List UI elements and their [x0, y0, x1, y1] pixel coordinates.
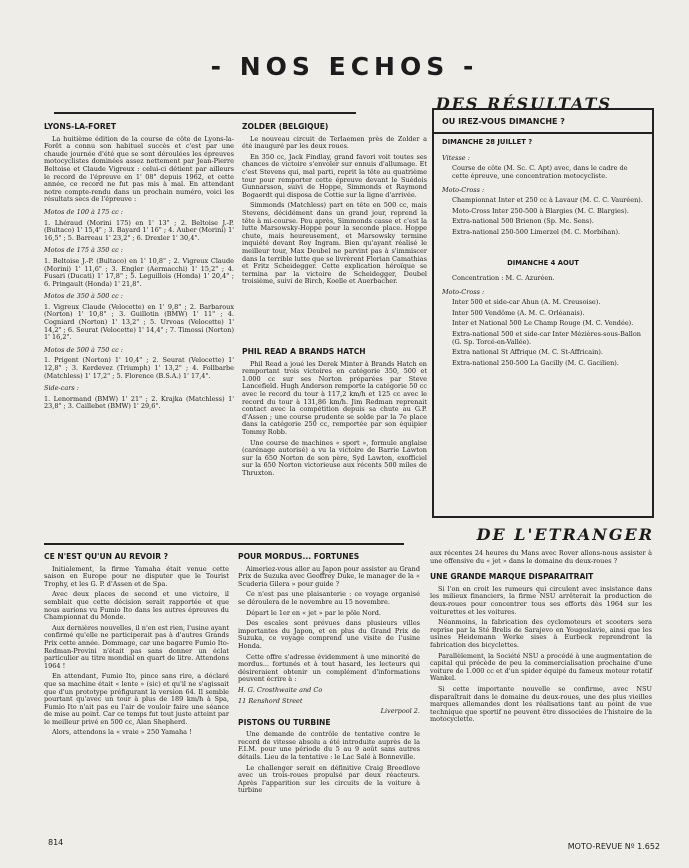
article-paragraph: En 350 cc, Jack Findlay, grand favori voit toutes ses chances de victoire s'envoler sur ennuis d'allumage. Et c'est Stevens qui, mal parti, reprit la tête au quatrième tour pour remporter cette épreuve devant le Suédois Gunnarsson, suivi de Hoppe, Simmonds et Raymond Bogaerdt qui disposa de Cottie sur la ligne d'arrivée.: [242, 152, 427, 199]
article-heading: LYONS-LA-FORET: [44, 122, 117, 131]
event-item: Extra-national 500 et side-car Inter Mézières-sous-Ballon (G. Sp. Torcé-en-Vallée).: [452, 329, 641, 346]
results-class-label: Motos de 175 à 350 cc :: [44, 246, 123, 255]
event-item: Extra-national 250-500 Limerzel (M. C. Morbihan).: [452, 227, 621, 236]
article-paragraph: Une course de machines « sport », formule anglaise (carénage autorisé) a vu la victoire de Barrie Lawton sur la 650 Norton de son père, Syd Lawton, exofficiel sur la 650 Norton victorieuse aux récents 500 miles de Thruxton.: [242, 438, 427, 477]
box-rule: [434, 132, 652, 134]
article-zolder: [242, 120, 427, 289]
results-class-label: Motos de 100 à 175 cc :: [44, 207, 123, 216]
event-category: Vitesse :: [442, 154, 470, 162]
article-paragraph: Aimeriez-vous aller au Japon pour assister au Grand Prix de Suzuka avec Geoffrey Duke, le manager de la « Scuderia Gilera » pour guide ?: [238, 564, 420, 588]
article-paragraph: Si l'on en croit les rumeurs qui circulent avec insistance dans les milieux financiers, la firme NSU arrêterait la production de deux-roues pour concentrer tous ses efforts dès 1964 sur les voiturettes et les voitures.: [430, 584, 652, 616]
article-paragraph: Parallèlement, la Société NSU a procédé à une augmentation de capital qui précède de peu la commercialisation prochaine d'une voiture de 1.000 cc et d'un spider équipé du fameux moteur rotatif Wankel.: [430, 651, 652, 683]
event-category: Moto-Cross :: [442, 186, 485, 195]
results-class-label: Motos de 500 à 750 cc :: [44, 345, 123, 354]
event-item: Inter et National 500 Le Champ Rouge (M. C. Vendée).: [452, 319, 634, 328]
page-title: - NOS ECHOS -: [210, 52, 479, 81]
article-heading: ZOLDER (BELGIQUE): [242, 122, 329, 131]
results-class-label: Side-cars :: [44, 384, 79, 393]
article-paragraph: Ce n'est pas une plaisanterie : ce voyage organisé se déroulera de le novembre au 15 novembre.: [238, 590, 420, 606]
event-item: Extra-national 250-500 La Gacilly (M. C. Gacilien).: [452, 358, 619, 367]
article-lyons: [44, 120, 234, 414]
section-rule: [44, 543, 404, 545]
article-paragraph: Si cette importante nouvelle se confirme, avec NSU disparaîtrait dans le domaine du deux-roues, une des plus vieilles marques allemandes dont les réalisations tant au point de vue technique que sportif ne peuvent être dissociées de l'histoire de la motocyclette.: [430, 684, 652, 724]
article-paragraph: Cette offre s'adresse évidemment à une minorité de mordus... fortunés et à tout hasard, les lecteurs qui désireraient obtenir un complément d'informations peuvent écrire à :: [238, 652, 420, 684]
article-yamaha: [44, 550, 229, 740]
article-paragraph: La huitième édition de la course de côte de Lyons-la-Forêt a connu son habituel succès et c'est par une chaude journée d'été que se sont déroulées les épreuves motocyclistes dominées assez nettement par Jean-Pierre Beltoise et Claude Vigreux : celui-ci détient par ailleurs le record de l'épreuve en 1' 08" depuis 1962, et cette année, ce record ne fut pas mis à mal. En attendant notre compte-rendu dans un prochain numéro, voici les résultats secs de l'épreuve :: [44, 134, 234, 204]
address-line: H. G. Crosthwaite and Co: [238, 685, 323, 694]
event-date: DIMANCHE 28 JUILLET ?: [442, 138, 533, 146]
section-heading-abroad: DE L'ETRANGER: [476, 525, 654, 544]
article-nsu: [430, 550, 652, 727]
event-item: Moto-Cross Inter 250-500 à Blargies (M. C. Blargies).: [452, 206, 629, 215]
event-item: Inter 500 Vendôme (A. M. C. Orléanais).: [452, 308, 585, 317]
section-heading-results: DES RÉSULTATS: [435, 94, 612, 113]
section-rule: [54, 112, 356, 114]
article-paragraph: Alors, attendons la « vraie » 250 Yamaha !: [52, 728, 192, 737]
event-item: Championnat Inter et 250 cc à Lavaur (M. C. C. Vauréen).: [452, 196, 643, 205]
article-mordus: [238, 550, 420, 798]
results-class-text: 1. Prigent (Norton) 1' 10,4" ; 2. Seurat (Velocette) 1' 12,8" ; 3. Kerdevez (Triumph) 1' 13,2" ; 4. Follbarbe (Matchless) 1' 17,2" ; 5. Florence (B.S.A.) 1' 17,4".: [44, 356, 234, 380]
event-date: DIMANCHE 4 AOUT: [507, 258, 579, 267]
article-paragraph: Initialement, la firme Yamaha était venue cette saison en Europe pour ne disputer que le Tourist Trophy, et les G. P. d'Assen et de Spa.: [44, 564, 229, 588]
article-paragraph: En attendant, Fumio Ito, pince sans rire, a déclaré que sa machine était « lente » (sic) et qu'il ne s'agissait que d'un prototype préfigurant la version 64. Il semble pourtant qu'avec un tour à plus de 189 km/h à Spa, Fumio Ito n'ait pas eu l'air de vouloir faire une séance de mise au point. Car ce temps fut tout juste atteint par le meilleur privé en 500 cc, Alan Shepherd.: [44, 672, 229, 726]
article-heading: PISTONS OU TURBINE: [238, 717, 331, 727]
address-line: Liverpool 2.: [380, 707, 420, 716]
event-item: Extra-national 500 Brienon (Sp. Mc. Sens).: [452, 217, 594, 226]
article-paragraph: aux récentes 24 heures du Mans avec Rover allons-nous assister à une offensive du « jet » dans le domaine du deux-roues ?: [430, 549, 652, 565]
results-class-label: Motos de 350 à 500 cc :: [44, 292, 123, 301]
event-item: Concentration : M. C. Azuréen.: [452, 273, 555, 282]
address-line: 11 Renshord Street: [238, 696, 303, 705]
results-class-text: 1. Lhéraud (Morini 175) en 1' 13" ; 2. Beltoise J.-P. (Bultaco) 1' 15,4" ; 3. Bayard 1' 16" ; 4. Auber (Morini) 1' 16,5" ; 5. Barreau 1' 23,2" ; 6. Drexler 1' 30,4".: [44, 218, 234, 242]
article-phil-read: [242, 345, 427, 481]
article-paragraph: Départ le 1er en « jet » par le pôle Nord.: [246, 608, 381, 617]
article-heading: POUR MORDUS... FORTUNES: [238, 552, 360, 561]
results-class-text: 1. Beltoise J.-P. (Bultaco) en 1' 10,8" ; 2. Vigreux Claude (Morini) 1' 11,6" ; 3. Engler (Aermacchi) 1' 15,2" ; 4. Fusari (Ducati) 1' 17,8" ; 5. Leguillois (Honda) 1' 20,4" ; 6. Pringault (Honda) 1' 21,8".: [44, 256, 234, 288]
article-paragraph: Avec deux places de second et une victoire, il semblait que cette décision serait rapportée et que nous aurions vu Fumio Ito dans les autres épreuves du Championnat du Monde.: [44, 590, 229, 622]
article-heading: CE N'EST QU'UN AU REVOIR ?: [44, 552, 169, 561]
article-paragraph: Des escales sont prévues dans plusieurs villes importantes du Japon, et en plus du Grand Prix de Suzuka, ce voyage comprend une visite de l'usine Honda.: [238, 619, 420, 650]
article-paragraph: Néanmoins, la fabrication des cyclomoteurs et scooters sera reprise par la Sté Brelis de Sarajevo en Yougoslavie, ainsi que les usines Heidemann Werke sises à Eurbeck reprendront la fabrication des bicyclettes.: [430, 618, 652, 649]
page-number: 814: [48, 838, 64, 847]
event-category: Moto-Cross :: [442, 288, 485, 297]
article-paragraph: Le challenger serait en définitive Craig Breedlove avec un trois-roues propulsé par deux réacteurs. Après l'apparition sur les circuits de la voiture à turbine: [238, 763, 420, 795]
event-item: Extra national St Affrique (M. C. St-Affricain).: [452, 348, 603, 357]
magazine-name: MOTO-REVUE Nº 1.652: [567, 842, 660, 851]
article-paragraph: Simmonds (Matchless) part en tête en 500 cc, mais Stevens, décidément dans un grand jour, reprend la tête à mi-course. Peu après, Simmonds casse et c'est la lutte Marsowsky-Hoppe pour la seconde place. Hoppe chute, mais heureusement, et Marsowsky termine inquiété devant Roy Ingram. Bien qu'ayant réalisé le meilleur tour, Max Deubel ne parvint pas à s'immiscer dans la terrible lutte que se livrèrent Florian Camathias et Fritz Scheidegger. Cette explication héroïque se termina par la victoire de Scheidegger, Deubel troisième, suivi de Birch, Koelle et Auerbacher.: [242, 201, 427, 286]
article-paragraph: Le nouveau circuit de Terlaemen près de Zolder a été inauguré par les deux roues.: [242, 134, 427, 151]
article-paragraph: Phil Read a joué les Derek Minter à Brands Hatch en remportant trois victoires en catégorie 350, 500 et 1.000 cc sur ses Norton préparées par Steve Lancefield. Hugh Anderson remporte la catégorie 50 cc avec le record du tour à 117,2 km/h et 125 cc avec le record du tour à 131,86 km/h. Jim Redman reprenait contact avec la compétition depuis sa chute au G.P. d'Assen ; une course prudente se solde par la 7e place dans la catégorie 250 cc, remportée par son équipier Tommy Robb.: [242, 359, 427, 436]
article-heading: PHIL READ A BRANDS HATCH: [242, 347, 366, 356]
event-item: Inter 500 et side-car Ahun (A. M. Creusoise).: [452, 298, 601, 307]
results-class-text: 1. Lenormand (BMW) 1' 21" ; 2. Krajka (Matchless) 1' 23,8" ; 3. Caillebet (BMW) 1' 29,6".: [44, 394, 234, 411]
event-item: Course de côte (M. Sc. C. Apt) avec, dans le cadre de cette épreuve, une concentration motocycliste.: [452, 164, 628, 180]
results-class-text: 1. Vigreux Claude (Velocette) en 1' 9,8" ; 2. Barbaroux (Norton) 1' 10,8" ; 3. Guillotin (BMW) 1' 11" ; 4. Cogniard (Norton) 1' 13,2" ; 5. Urvoas (Velocette) 1' 14,2" ; 6. Seurat (Velocette) 1' 14,4" ; 7. Timossi (Norton) 1' 16,2".: [44, 302, 234, 342]
sunday-events-box: [432, 108, 654, 518]
article-heading: UNE GRANDE MARQUE DISPARAITRAIT: [430, 572, 594, 582]
article-paragraph: Une demande de contrôle de tentative contre le record de vitesse absolu a été introduite auprès de la F.I.M. pour une période du 5 au 9 août sans autres détails. Lieu de la tentative : le Lac Salé à Bonneville.: [238, 730, 420, 762]
box-heading: OU IREZ-VOUS DIMANCHE ?: [442, 117, 565, 126]
article-paragraph: Aux dernières nouvelles, il n'en est rien, l'usine ayant confirmé qu'elle ne participerait pas à d'autres Grands Prix cette année. Dommage, car une bagarre Fumio Ito-Redman-Provini n'était pas sans donner un éclat particulier au titre mondial en quart de litre. Attendons 1964 !: [44, 623, 229, 670]
